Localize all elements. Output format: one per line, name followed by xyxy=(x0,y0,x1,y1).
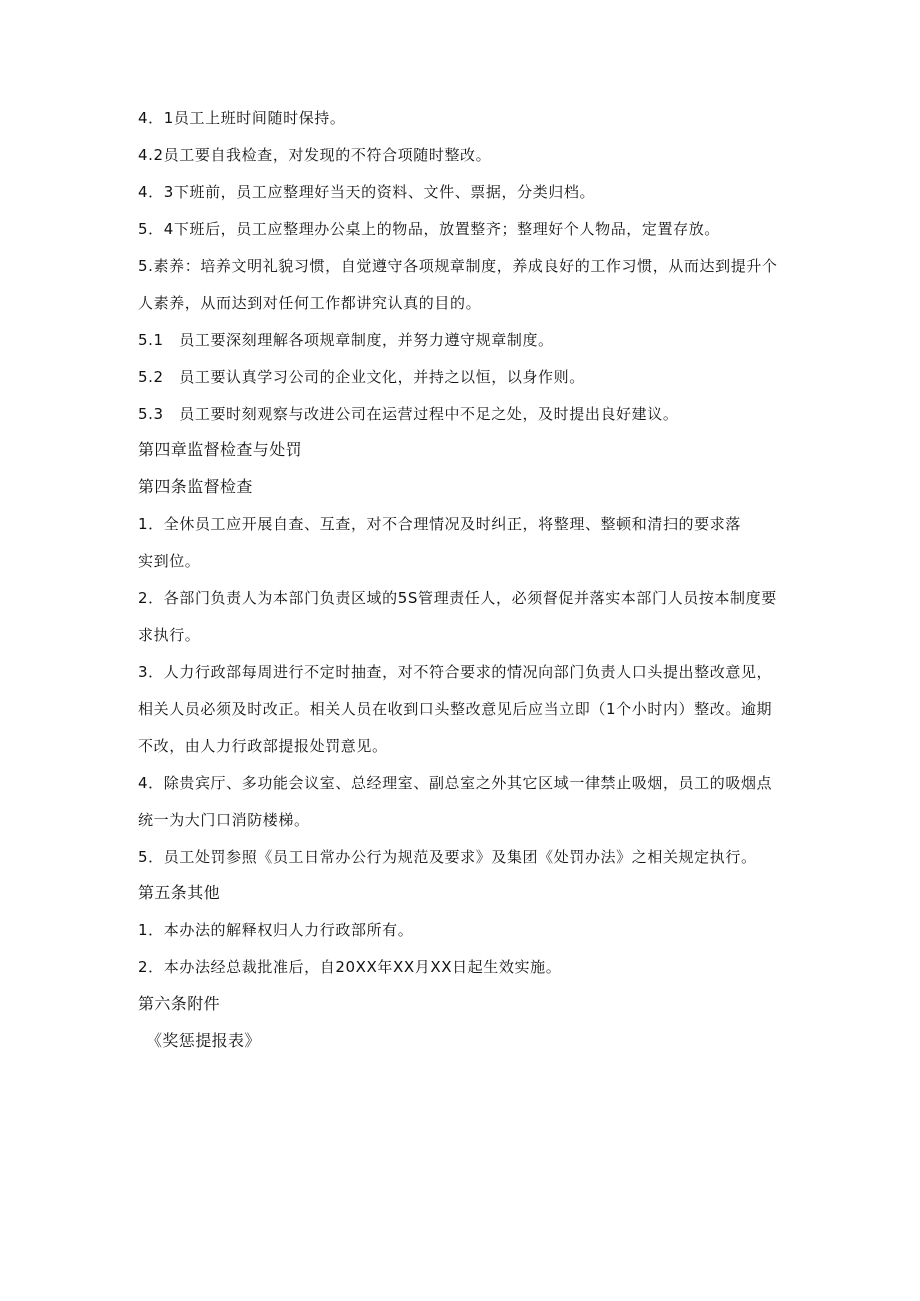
item-5-4: 5．4下班后，员工应整理办公桌上的物品，放置整齐；整理好个人物品，定置存放。 xyxy=(138,220,720,238)
other-item-2: 2．本办法经总裁批准后，自20XX年XX月XX日起生效实施。 xyxy=(138,958,562,976)
inspection-item-4-line-1: 4．除贵宾厅、多功能会议室、总经理室、副总室之外其它区域一律禁止吸烟，员工的吸烟点 xyxy=(138,774,773,792)
inspection-item-1-line-1: 1．全休员工应开展自查、互查，对不合理情况及时纠正，将整理、整顿和清扫的要求落 xyxy=(138,515,741,533)
item-4-1: 4．1员工上班时间随时保持。 xyxy=(138,109,346,127)
item-5-1: 5.1 员工要深刻理解各项规章制度，并努力遵守规章制度。 xyxy=(138,331,554,349)
item-4-2: 4.2员工要自我检查，对发现的不符合项随时整改。 xyxy=(138,146,492,164)
inspection-item-1-line-2: 实到位。 xyxy=(138,552,201,570)
inspection-item-3-line-1: 3．人力行政部每周进行不定时抽查，对不符合要求的情况向部门负责人口头提出整改意见， xyxy=(138,663,773,681)
inspection-item-2-line-1: 2．各部门负责人为本部门负责区域的5S管理责任人，必须督促并落实本部门人员按本制度要 xyxy=(138,589,777,607)
article-4-heading: 第四条监督检查 xyxy=(138,477,253,496)
article-6-heading: 第六条附件 xyxy=(138,994,221,1013)
article-5-heading: 第五条其他 xyxy=(138,883,221,902)
inspection-item-3-line-2: 相关人员必须及时改正。相关人员在收到口头整改意见后应当立即（1个小时内）整改。逾期 xyxy=(138,700,773,718)
item-4-3: 4．3下班前，员工应整理好当天的资料、文件、票据，分类归档。 xyxy=(138,183,596,201)
item-5-2: 5.2 员工要认真学习公司的企业文化，并持之以恒，以身作则。 xyxy=(138,368,585,386)
other-item-1: 1．本办法的解释权归人力行政部所有。 xyxy=(138,921,414,939)
item-5-line-1: 5.素养：培养文明礼貌习惯，自觉遵守各项规章制度，养成良好的工作习惯，从而达到提升个 xyxy=(138,257,778,275)
inspection-item-4-line-2: 统一为大门口消防楼梯。 xyxy=(138,811,310,829)
attachment-title: 《奖惩提报表》 xyxy=(146,1031,261,1050)
item-5-line-2: 人素养，从而达到对任何工作都讲究认真的目的。 xyxy=(138,294,482,312)
item-5-3: 5.3 员工要时刻观察与改进公司在运营过程中不足之处，及时提出良好建议。 xyxy=(138,405,679,423)
inspection-item-2-line-2: 求执行。 xyxy=(138,626,201,644)
chapter-4-heading: 第四章监督检查与处罚 xyxy=(138,440,303,459)
inspection-item-3-line-3: 不改，由人力行政部提报处罚意见。 xyxy=(138,737,388,755)
inspection-item-5: 5．员工处罚参照《员工日常办公行为规范及要求》及集团《处罚办法》之相关规定执行。 xyxy=(138,848,757,866)
